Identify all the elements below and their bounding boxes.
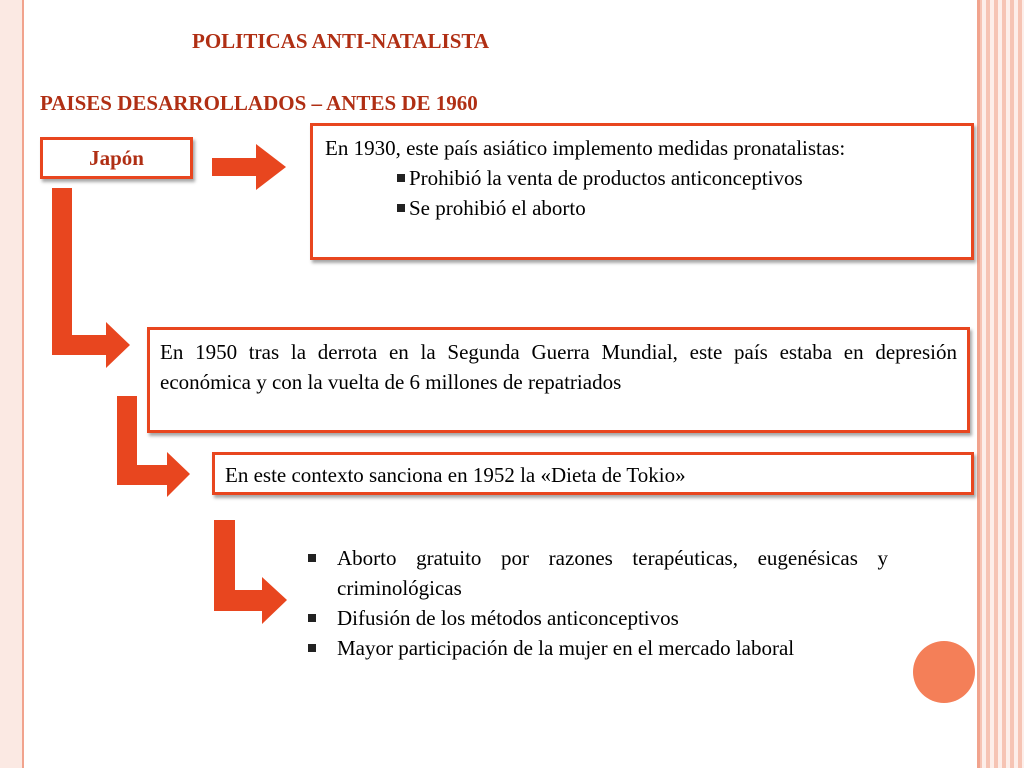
measures-list — [306, 543, 888, 663]
box-1930-bullets — [397, 163, 959, 223]
list-item: Prohibió la venta de productos anticonceptivos — [397, 163, 959, 193]
box-1952 — [212, 452, 974, 495]
arrow-bent-icon — [52, 188, 130, 368]
arrow-bent-icon — [214, 520, 287, 624]
box-1950 — [147, 327, 970, 433]
list-item: Aborto gratuito por razones terapéuticas, eugenésicas y criminológicas — [306, 543, 888, 603]
list-item: Difusión de los métodos anticonceptivos — [306, 603, 888, 633]
slide-subtitle: PAISES DESARROLLADOS – ANTES DE 1960 — [40, 91, 478, 115]
box-1930 — [310, 123, 974, 260]
decorative-circle — [913, 641, 975, 703]
slide-title: POLITICAS ANTI-NATALISTA — [192, 29, 489, 53]
list-item: Mayor participación de la mujer en el mercado laboral — [306, 633, 888, 663]
box-1930-intro: En 1930, este país asiático implemento medidas pronatalistas: — [325, 136, 846, 160]
country-label: Japón — [89, 146, 144, 170]
box-1950-text: En 1950 tras la derrota en la Segunda Guerra Mundial, este país estaba en depresión económica y con la vuelta de 6 millones de repatriados — [160, 340, 957, 394]
arrow-right-icon — [212, 144, 286, 190]
box-1952-text: En este contexto sanciona en 1952 la «Dieta de Tokio» — [225, 463, 686, 487]
country-label-box — [40, 137, 193, 179]
list-item: Se prohibió el aborto — [397, 193, 959, 223]
